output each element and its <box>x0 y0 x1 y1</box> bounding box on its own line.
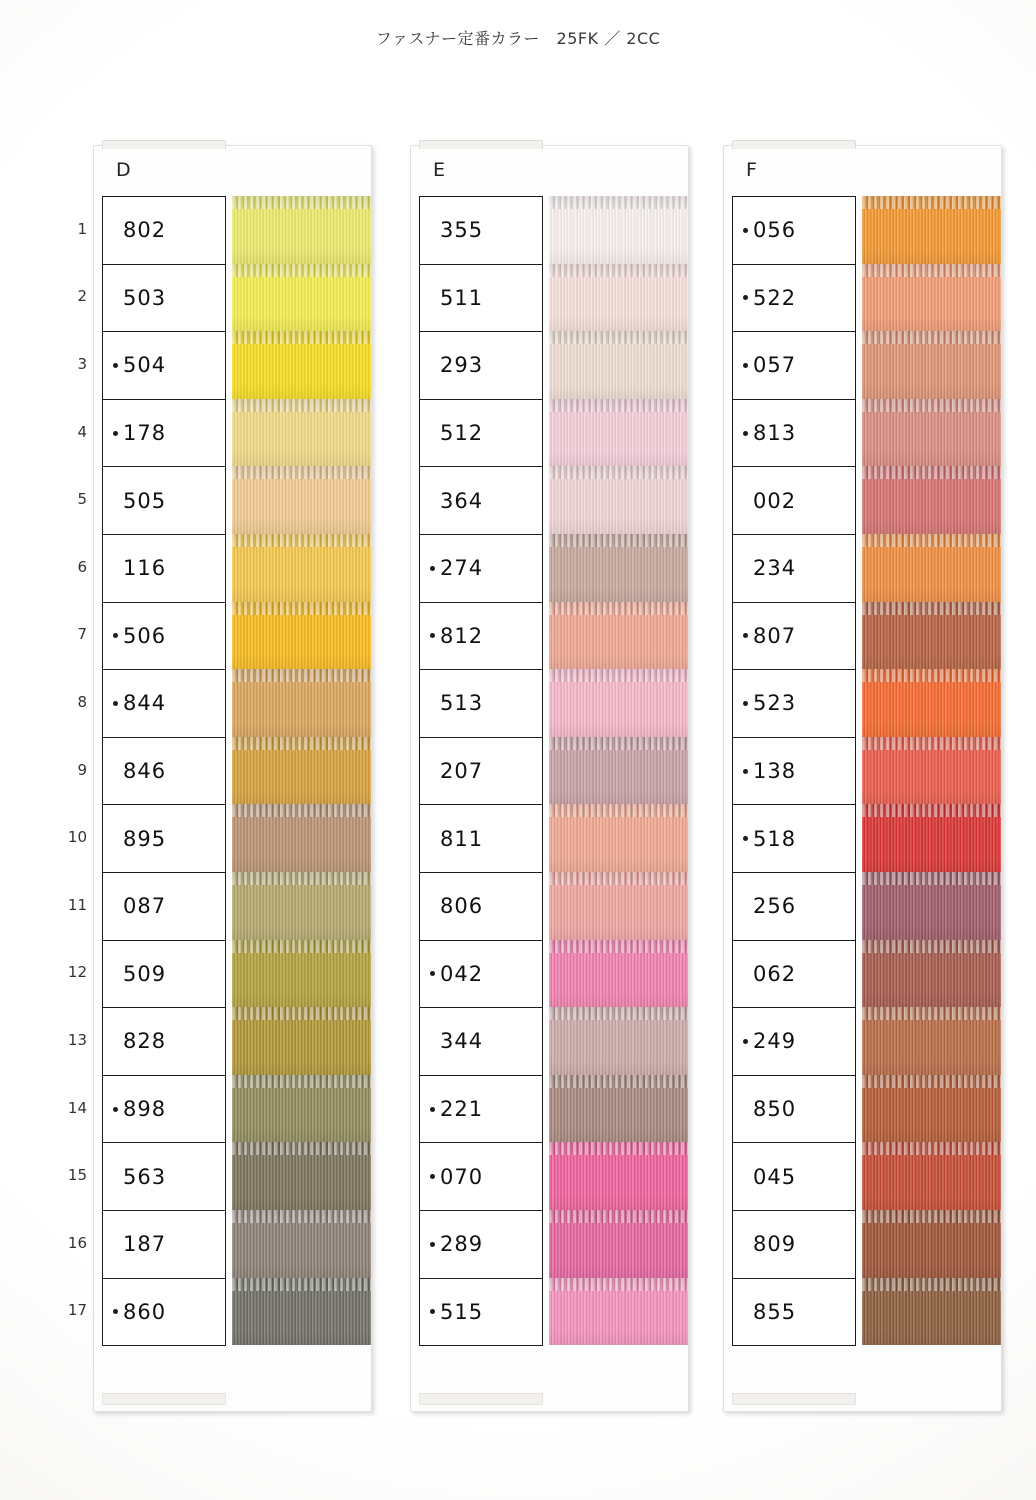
card-header <box>724 146 1001 196</box>
color-swatch <box>549 534 688 602</box>
swatch-shading <box>232 1142 371 1210</box>
color-code-label: 811 <box>440 826 484 851</box>
bullet-dot-icon <box>113 769 118 774</box>
color-swatch <box>862 669 1001 737</box>
color-swatch <box>549 872 688 940</box>
color-code-label: 062 <box>753 961 797 986</box>
bullet-dot-icon <box>743 633 748 638</box>
bullet-dot-icon <box>113 431 118 436</box>
color-code-row <box>103 535 225 603</box>
color-code-row <box>420 670 542 738</box>
swatch-shading <box>232 940 371 1008</box>
color-card-f <box>723 145 1002 1412</box>
color-code-label: 506 <box>123 623 167 648</box>
color-swatch <box>862 1278 1001 1346</box>
color-code-row <box>420 197 542 265</box>
color-code-row <box>103 1076 225 1144</box>
bullet-dot-icon <box>430 1107 435 1112</box>
color-code-row <box>733 1143 855 1211</box>
swatch-shading <box>232 331 371 399</box>
swatch-shading <box>549 1210 688 1278</box>
row-number: 3 <box>77 354 87 373</box>
color-code-label: 860 <box>123 1299 167 1324</box>
color-card-e <box>410 145 689 1412</box>
swatch-shading <box>549 804 688 872</box>
color-code-row <box>103 332 225 400</box>
bullet-dot-icon <box>113 971 118 976</box>
color-code-label: 515 <box>440 1299 484 1324</box>
color-swatch <box>862 940 1001 1008</box>
color-code-row <box>103 1279 225 1347</box>
color-code-label: 087 <box>123 894 167 919</box>
color-swatch <box>232 940 371 1008</box>
swatch-strip <box>862 196 1001 1345</box>
color-code-row <box>733 941 855 1009</box>
color-code-row <box>733 1008 855 1076</box>
card-letter: D <box>116 159 131 181</box>
color-code-row <box>733 805 855 873</box>
bullet-dot-icon <box>113 566 118 571</box>
swatch-shading <box>862 534 1001 602</box>
color-code-row <box>420 1076 542 1144</box>
color-swatch <box>862 466 1001 534</box>
swatch-shading <box>232 669 371 737</box>
color-code-row <box>420 941 542 1009</box>
color-code-row <box>420 332 542 400</box>
color-code-row <box>733 873 855 941</box>
swatch-shading <box>549 466 688 534</box>
code-table <box>102 196 226 1346</box>
bullet-dot-icon <box>430 566 435 571</box>
code-table <box>732 196 856 1346</box>
color-code-row <box>103 670 225 738</box>
color-code-label: 850 <box>753 1097 797 1122</box>
color-code-label: 828 <box>123 1029 167 1054</box>
color-swatch <box>232 1278 371 1346</box>
color-code-row <box>733 1211 855 1279</box>
bullet-dot-icon <box>113 1309 118 1314</box>
swatch-shading <box>862 872 1001 940</box>
bullet-dot-icon <box>430 1174 435 1179</box>
color-code-row <box>420 1279 542 1347</box>
color-swatch <box>549 399 688 467</box>
bullet-dot-icon <box>743 1309 748 1314</box>
color-swatch <box>862 602 1001 670</box>
bullet-dot-icon <box>743 363 748 368</box>
swatch-shading <box>232 737 371 805</box>
swatch-shading <box>232 602 371 670</box>
color-code-label: 355 <box>440 218 484 243</box>
color-code-label: 002 <box>753 488 797 513</box>
swatch-shading <box>862 804 1001 872</box>
color-swatch <box>862 804 1001 872</box>
color-code-row <box>103 400 225 468</box>
card-header <box>411 146 688 196</box>
color-swatch <box>862 196 1001 264</box>
swatch-shading <box>232 264 371 332</box>
color-swatch <box>232 1007 371 1075</box>
bullet-dot-icon <box>430 633 435 638</box>
swatch-shading <box>232 804 371 872</box>
color-code-row <box>103 467 225 535</box>
swatch-shading <box>549 1007 688 1075</box>
bullet-dot-icon <box>743 295 748 300</box>
swatch-shading <box>549 1142 688 1210</box>
bullet-dot-icon <box>430 363 435 368</box>
color-code-label: 207 <box>440 759 484 784</box>
color-code-label: 523 <box>753 691 797 716</box>
bullet-dot-icon <box>113 1174 118 1179</box>
bullet-dot-icon <box>113 1107 118 1112</box>
color-swatch <box>232 737 371 805</box>
bullet-dot-icon <box>430 769 435 774</box>
color-code-row <box>103 603 225 671</box>
row-number: 8 <box>77 692 87 711</box>
bullet-dot-icon <box>430 1309 435 1314</box>
color-code-row <box>420 1008 542 1076</box>
color-code-row <box>103 873 225 941</box>
color-code-label: 518 <box>753 826 797 851</box>
row-number: 13 <box>67 1030 87 1049</box>
color-code-label: 806 <box>440 894 484 919</box>
swatch-shading <box>862 1278 1001 1346</box>
swatch-strip <box>232 196 371 1345</box>
swatch-shading <box>549 331 688 399</box>
row-number: 2 <box>77 287 87 306</box>
color-code-row <box>733 1279 855 1347</box>
color-code-label: 045 <box>753 1164 797 1189</box>
bullet-dot-icon <box>113 363 118 368</box>
bullet-dot-icon <box>743 566 748 571</box>
swatch-shading <box>549 1075 688 1143</box>
card-footer <box>732 1393 856 1405</box>
color-code-label: 042 <box>440 961 484 986</box>
color-code-row <box>733 332 855 400</box>
color-code-row <box>420 535 542 603</box>
color-code-row <box>103 805 225 873</box>
color-swatch <box>549 602 688 670</box>
color-code-row <box>420 400 542 468</box>
color-code-row <box>103 738 225 806</box>
swatch-shading <box>549 399 688 467</box>
swatch-shading <box>549 872 688 940</box>
color-code-label: 802 <box>123 218 167 243</box>
swatch-shading <box>862 737 1001 805</box>
bullet-dot-icon <box>743 1242 748 1247</box>
color-swatch <box>862 1075 1001 1143</box>
color-code-label: 056 <box>753 218 797 243</box>
color-code-label: 846 <box>123 759 167 784</box>
swatch-shading <box>232 466 371 534</box>
color-swatch <box>862 1142 1001 1210</box>
color-code-label: 289 <box>440 1232 484 1257</box>
swatch-shading <box>862 669 1001 737</box>
color-swatch <box>862 737 1001 805</box>
swatch-shading <box>549 196 688 264</box>
row-number: 4 <box>77 422 87 441</box>
color-code-label: 503 <box>123 285 167 310</box>
color-code-label: 509 <box>123 961 167 986</box>
color-swatch <box>232 669 371 737</box>
color-code-row <box>103 1008 225 1076</box>
row-number: 16 <box>67 1233 87 1252</box>
bullet-dot-icon <box>113 295 118 300</box>
card-header <box>94 146 371 196</box>
color-swatch <box>232 399 371 467</box>
color-code-row <box>420 467 542 535</box>
swatch-shading <box>549 669 688 737</box>
swatch-shading <box>232 1007 371 1075</box>
bullet-dot-icon <box>743 971 748 976</box>
color-code-label: 070 <box>440 1164 484 1189</box>
bullet-dot-icon <box>743 1039 748 1044</box>
swatch-shading <box>232 399 371 467</box>
swatch-shading <box>232 534 371 602</box>
color-code-row <box>733 535 855 603</box>
row-number: 14 <box>67 1098 87 1117</box>
bullet-dot-icon <box>430 431 435 436</box>
color-code-label: 895 <box>123 826 167 851</box>
bullet-dot-icon <box>743 769 748 774</box>
color-code-row <box>733 670 855 738</box>
row-number: 5 <box>77 490 87 509</box>
row-number: 1 <box>77 219 87 238</box>
bullet-dot-icon <box>430 904 435 909</box>
color-swatch <box>549 1142 688 1210</box>
color-swatch <box>862 264 1001 332</box>
color-code-label: 563 <box>123 1164 167 1189</box>
color-code-label: 057 <box>753 353 797 378</box>
code-table <box>419 196 543 1346</box>
swatch-shading <box>862 1210 1001 1278</box>
color-code-label: 522 <box>753 285 797 310</box>
color-swatch <box>549 196 688 264</box>
color-code-label: 187 <box>123 1232 167 1257</box>
row-number: 15 <box>67 1166 87 1185</box>
swatch-shading <box>232 1278 371 1346</box>
color-swatch <box>549 669 688 737</box>
color-code-label: 234 <box>753 556 797 581</box>
color-swatch <box>232 264 371 332</box>
color-code-label: 116 <box>123 556 167 581</box>
color-swatch <box>232 1075 371 1143</box>
bullet-dot-icon <box>430 498 435 503</box>
swatch-shading <box>549 1278 688 1346</box>
color-code-label: 364 <box>440 488 484 513</box>
color-swatch <box>232 602 371 670</box>
swatch-shading <box>232 1210 371 1278</box>
swatch-shading <box>549 602 688 670</box>
color-swatch <box>549 737 688 805</box>
swatch-shading <box>862 466 1001 534</box>
bullet-dot-icon <box>743 1174 748 1179</box>
color-swatch <box>549 1075 688 1143</box>
bullet-dot-icon <box>113 904 118 909</box>
swatch-shading <box>862 1075 1001 1143</box>
row-number: 9 <box>77 760 87 779</box>
bullet-dot-icon <box>743 836 748 841</box>
card-letter: F <box>746 159 757 181</box>
bullet-dot-icon <box>743 498 748 503</box>
swatch-shading <box>232 872 371 940</box>
bullet-dot-icon <box>113 836 118 841</box>
color-code-row <box>733 265 855 333</box>
color-swatch <box>232 466 371 534</box>
color-code-row <box>733 1076 855 1144</box>
page-title: ファスナー定番カラー 25FK ／ 2CC <box>375 29 661 48</box>
row-number: 7 <box>77 625 87 644</box>
color-code-label: 844 <box>123 691 167 716</box>
color-code-row <box>420 873 542 941</box>
color-code-label: 812 <box>440 623 484 648</box>
color-swatch <box>862 1007 1001 1075</box>
bullet-dot-icon <box>430 228 435 233</box>
bullet-dot-icon <box>113 633 118 638</box>
color-swatch <box>232 196 371 264</box>
color-code-row <box>103 1211 225 1279</box>
bullet-dot-icon <box>743 904 748 909</box>
bullet-dot-icon <box>430 1242 435 1247</box>
color-code-row <box>733 400 855 468</box>
color-code-row <box>420 1211 542 1279</box>
row-number: 11 <box>67 895 87 914</box>
color-code-label: 249 <box>753 1029 797 1054</box>
color-code-label: 898 <box>123 1097 167 1122</box>
bullet-dot-icon <box>430 1039 435 1044</box>
color-swatch <box>232 1210 371 1278</box>
color-code-label: 178 <box>123 421 167 446</box>
color-code-label: 274 <box>440 556 484 581</box>
color-code-label: 344 <box>440 1029 484 1054</box>
color-swatch <box>549 264 688 332</box>
bullet-dot-icon <box>743 701 748 706</box>
color-code-row <box>420 738 542 806</box>
color-code-row <box>420 1143 542 1211</box>
color-code-row <box>103 941 225 1009</box>
row-number: 6 <box>77 557 87 576</box>
color-code-label: 855 <box>753 1299 797 1324</box>
color-code-label: 512 <box>440 421 484 446</box>
color-code-label: 511 <box>440 285 484 310</box>
color-swatch <box>862 399 1001 467</box>
bullet-dot-icon <box>113 701 118 706</box>
color-card-d <box>93 145 372 1412</box>
card-footer <box>419 1393 543 1405</box>
color-code-row <box>420 805 542 873</box>
swatch-shading <box>232 196 371 264</box>
color-swatch <box>862 331 1001 399</box>
bullet-dot-icon <box>430 971 435 976</box>
color-code-label: 513 <box>440 691 484 716</box>
color-code-row <box>103 1143 225 1211</box>
swatch-shading <box>862 602 1001 670</box>
bullet-dot-icon <box>113 1242 118 1247</box>
color-swatch <box>549 1007 688 1075</box>
color-code-row <box>733 197 855 265</box>
color-code-label: 221 <box>440 1097 484 1122</box>
bullet-dot-icon <box>743 1107 748 1112</box>
card-footer <box>102 1393 226 1405</box>
color-swatch <box>549 940 688 1008</box>
row-number: 12 <box>67 963 87 982</box>
card-letter: E <box>433 159 446 181</box>
color-code-row <box>103 265 225 333</box>
swatch-shading <box>549 534 688 602</box>
swatch-shading <box>549 264 688 332</box>
row-number: 10 <box>67 828 87 847</box>
color-code-label: 256 <box>753 894 797 919</box>
swatch-shading <box>862 264 1001 332</box>
color-code-label: 807 <box>753 623 797 648</box>
bullet-dot-icon <box>743 431 748 436</box>
swatch-shading <box>862 399 1001 467</box>
color-code-row <box>733 738 855 806</box>
swatch-shading <box>862 1007 1001 1075</box>
color-code-row <box>103 197 225 265</box>
color-swatch <box>549 331 688 399</box>
color-swatch <box>549 1210 688 1278</box>
color-code-label: 504 <box>123 353 167 378</box>
color-swatch <box>232 1142 371 1210</box>
color-swatch <box>862 534 1001 602</box>
color-swatch <box>232 872 371 940</box>
swatch-strip <box>549 196 688 1345</box>
bullet-dot-icon <box>113 228 118 233</box>
bullet-dot-icon <box>430 295 435 300</box>
color-code-label: 293 <box>440 353 484 378</box>
color-swatch <box>232 331 371 399</box>
color-code-row <box>420 603 542 671</box>
bullet-dot-icon <box>430 701 435 706</box>
color-swatch <box>862 872 1001 940</box>
swatch-shading <box>549 940 688 1008</box>
color-code-row <box>733 467 855 535</box>
bullet-dot-icon <box>113 498 118 503</box>
swatch-shading <box>862 196 1001 264</box>
swatch-shading <box>232 1075 371 1143</box>
swatch-shading <box>862 940 1001 1008</box>
color-code-row <box>733 603 855 671</box>
color-swatch <box>549 804 688 872</box>
color-swatch <box>549 466 688 534</box>
bullet-dot-icon <box>430 836 435 841</box>
row-number-gutter <box>55 195 87 1344</box>
color-code-label: 809 <box>753 1232 797 1257</box>
color-swatch <box>862 1210 1001 1278</box>
swatch-shading <box>862 1142 1001 1210</box>
bullet-dot-icon <box>743 228 748 233</box>
bullet-dot-icon <box>113 1039 118 1044</box>
swatch-shading <box>862 331 1001 399</box>
color-code-label: 505 <box>123 488 167 513</box>
color-code-row <box>420 265 542 333</box>
row-number: 17 <box>67 1301 87 1320</box>
color-code-label: 813 <box>753 421 797 446</box>
color-code-label: 138 <box>753 759 797 784</box>
color-swatch <box>549 1278 688 1346</box>
color-swatch <box>232 804 371 872</box>
swatch-shading <box>549 737 688 805</box>
color-swatch <box>232 534 371 602</box>
